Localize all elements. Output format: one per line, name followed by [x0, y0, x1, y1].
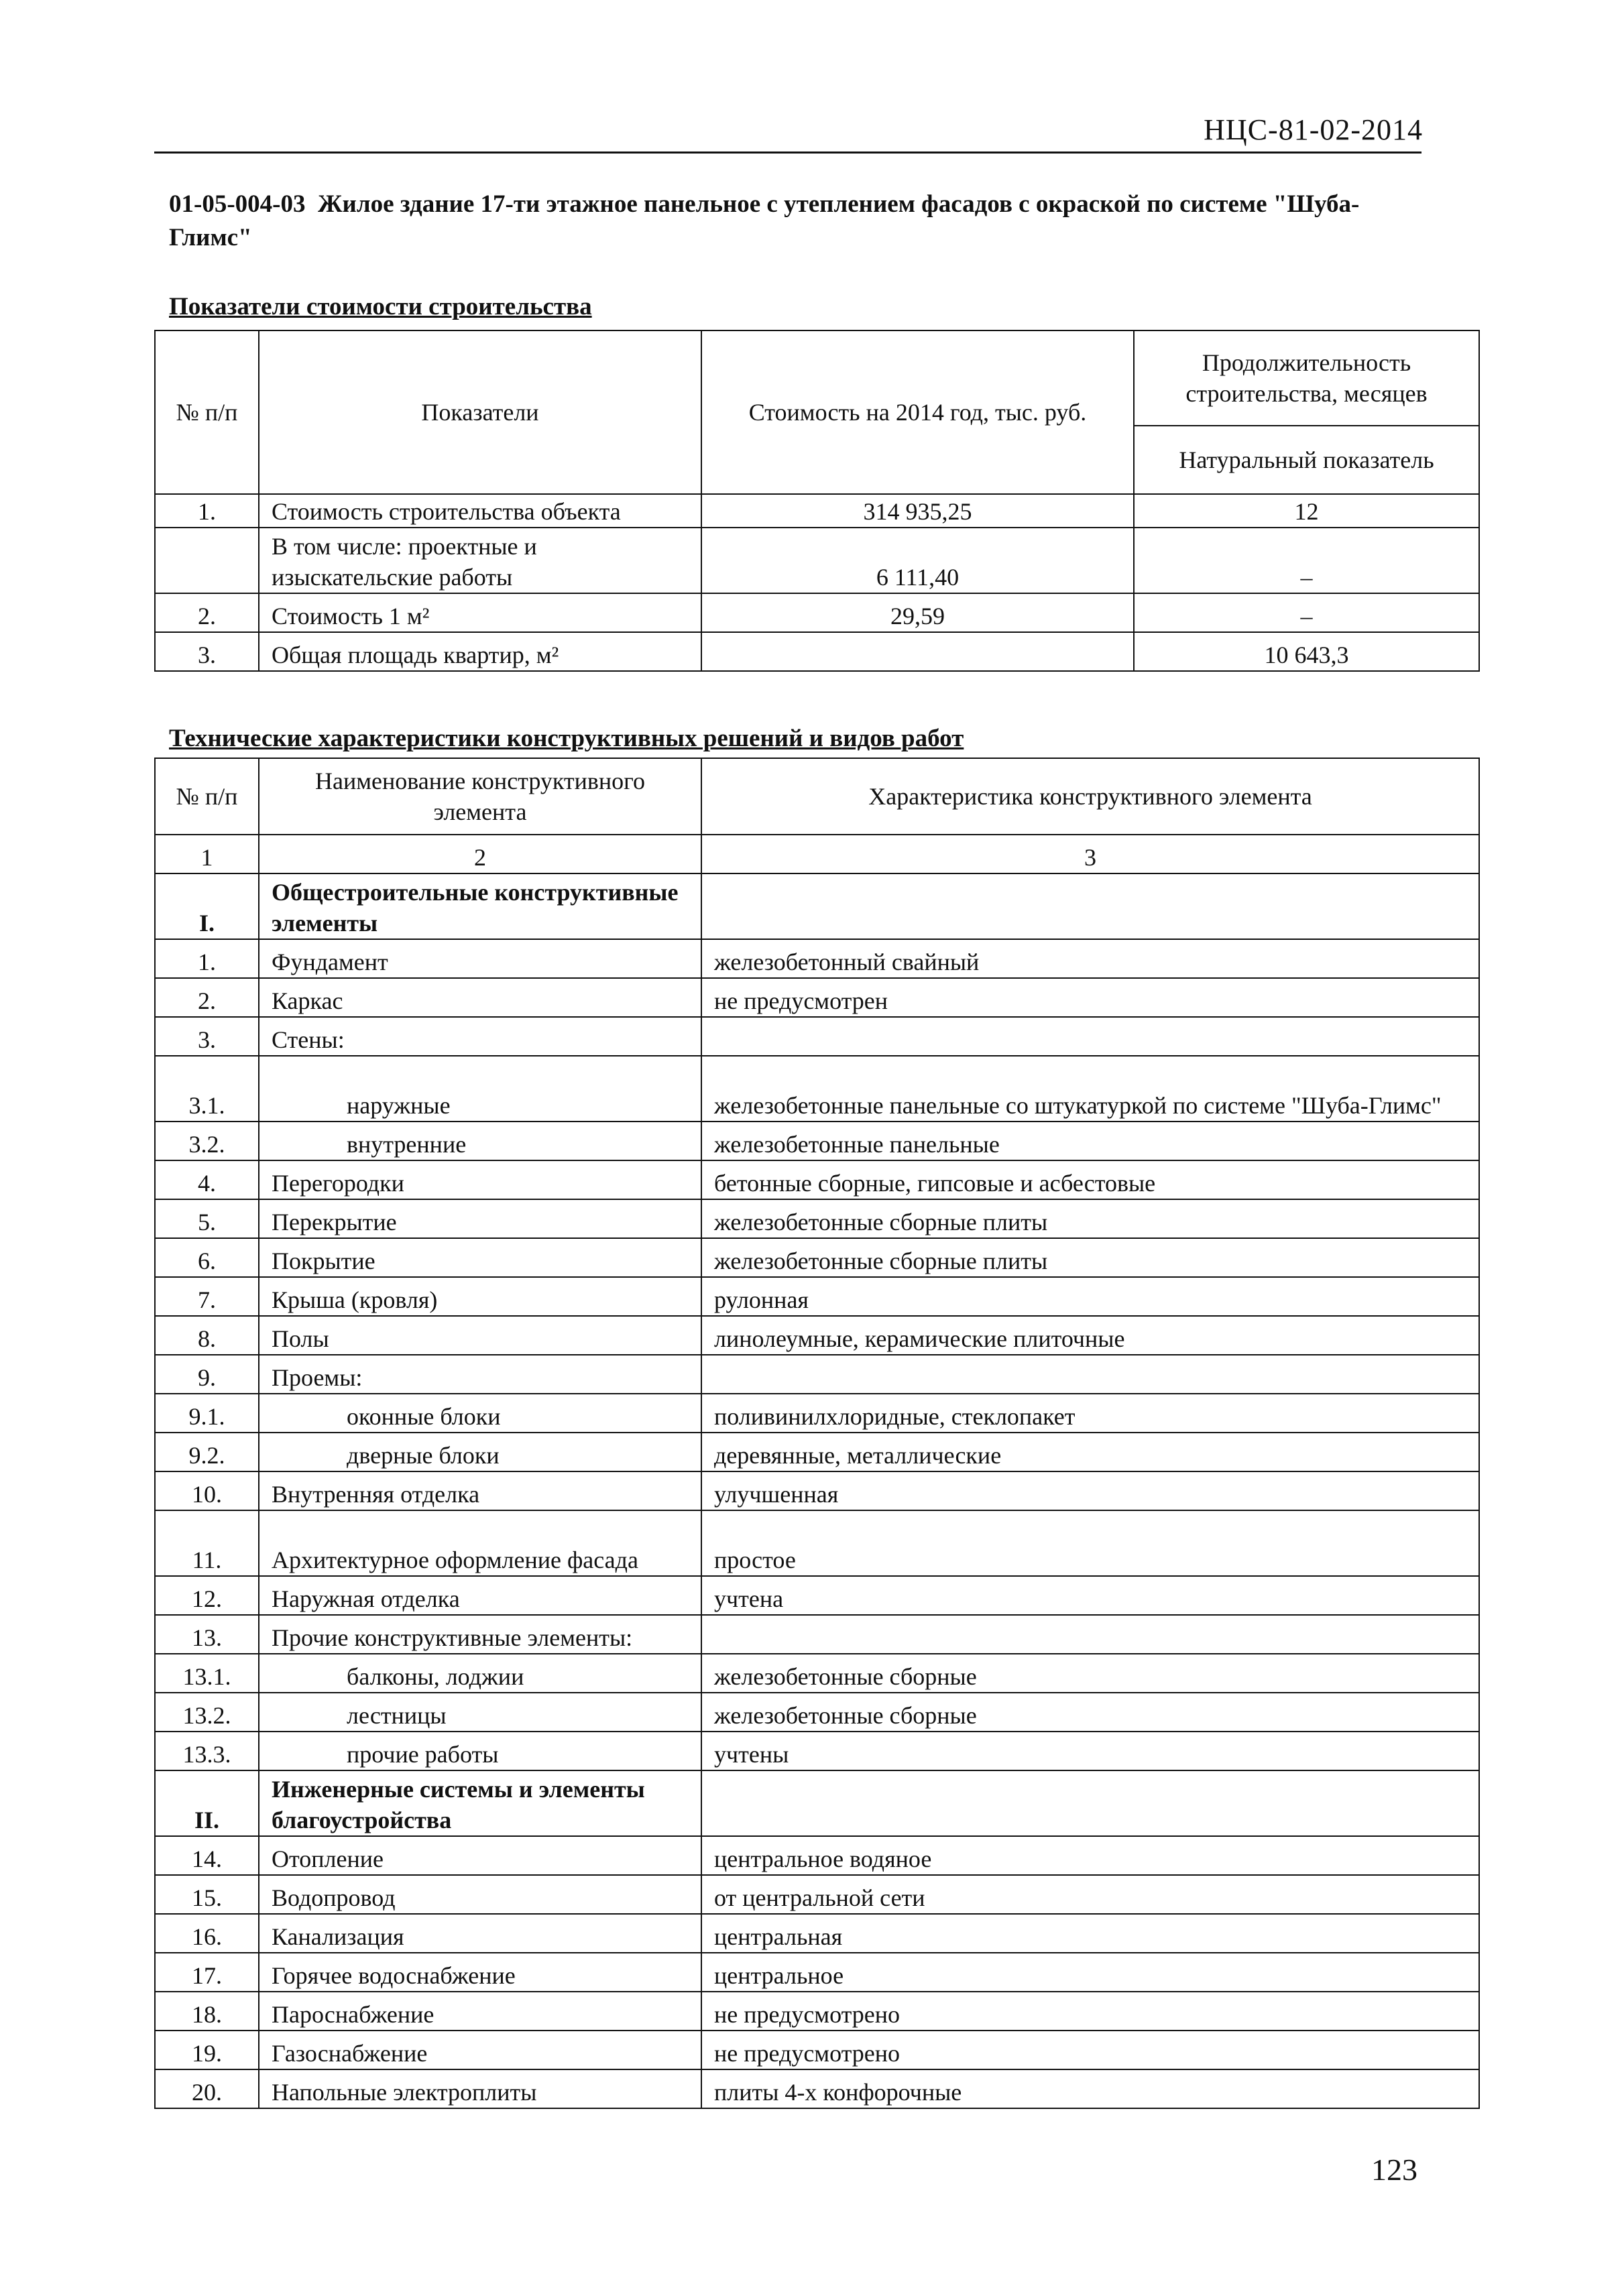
tech-row-num: 17.: [155, 1953, 259, 1992]
tech-row-characteristic: простое: [701, 1510, 1479, 1576]
tech-row: [155, 1615, 1479, 1654]
tech-row-num: 15.: [155, 1875, 259, 1914]
tech-row: [155, 978, 1479, 1017]
tech-row-characteristic: улучшенная: [701, 1471, 1479, 1510]
tech-row-num: 12.: [155, 1576, 259, 1615]
tech-row: [155, 1732, 1479, 1770]
cost-row-name: Стоимость строительства объекта: [259, 494, 701, 528]
cost-row-name: Стоимость 1 м²: [259, 593, 701, 632]
cost-header-num: № п/п: [155, 330, 259, 494]
tech-row: [155, 1355, 1479, 1394]
tech-row: [155, 2069, 1479, 2108]
tech-row-name: Перекрытие: [259, 1199, 701, 1238]
tech-row-name: Крыша (кровля): [259, 1277, 701, 1316]
tech-row-num: 11.: [155, 1510, 259, 1576]
tech-row-name: Напольные электроплиты: [259, 2069, 701, 2108]
tech-row-characteristic: центральное водяное: [701, 1836, 1479, 1875]
header-rule: [154, 152, 1422, 154]
cost-row-name: Общая площадь квартир, м²: [259, 632, 701, 671]
tech-row-name: Перегородки: [259, 1160, 701, 1199]
tech-row-characteristic: линолеумные, керамические плиточные: [701, 1316, 1479, 1355]
tech-row-num: 13.1.: [155, 1654, 259, 1693]
tech-row-characteristic: не предусмотрен: [701, 978, 1479, 1017]
tech-row-name: Газоснабжение: [259, 2031, 701, 2069]
cost-row-num: 1.: [155, 494, 259, 528]
tech-row-name: Канализация: [259, 1914, 701, 1953]
tech-row: [155, 873, 1479, 939]
tech-row-characteristic: плиты 4-х конфорочные: [701, 2069, 1479, 2108]
tech-row: [155, 1433, 1479, 1471]
tech-col-index-3: 3: [701, 835, 1479, 873]
tech-row-name: Водопровод: [259, 1875, 701, 1914]
cost-row-natural: 10 643,3: [1134, 632, 1479, 671]
tech-row-characteristic: [701, 1770, 1479, 1836]
tech-row-name: Полы: [259, 1316, 701, 1355]
cost-row-value: 29,59: [701, 593, 1134, 632]
cost-row-value: 314 935,25: [701, 494, 1134, 528]
tech-row-name: Наружная отделка: [259, 1576, 701, 1615]
tech-row-characteristic: [701, 1615, 1479, 1654]
tech-row-characteristic: не предусмотрено: [701, 2031, 1479, 2069]
tech-row-characteristic: железобетонные сборные: [701, 1654, 1479, 1693]
cost-header-indicator: Показатели: [259, 330, 701, 494]
tech-row-characteristic: рулонная: [701, 1277, 1479, 1316]
tech-header-num: № п/п: [155, 758, 259, 835]
cost-row: [155, 494, 1479, 528]
cost-row-value: 6 111,40: [701, 528, 1134, 593]
tech-row: [155, 1576, 1479, 1615]
tech-row: [155, 1914, 1479, 1953]
cost-row-value: [701, 632, 1134, 671]
tech-row: [155, 1510, 1479, 1576]
tech-row-num: 1.: [155, 939, 259, 978]
tech-row-num: 20.: [155, 2069, 259, 2108]
tech-row-name: прочие работы: [259, 1732, 701, 1770]
tech-row-characteristic: железобетонные панельные со штукатуркой по системе "Шуба-Глимс": [701, 1056, 1479, 1122]
tech-row-name: Фундамент: [259, 939, 701, 978]
cost-section-title: Показатели стоимости строительства: [169, 293, 592, 320]
tech-row: [155, 1471, 1479, 1510]
cost-row-num: 3.: [155, 632, 259, 671]
tech-table: [154, 758, 1480, 2109]
tech-row-characteristic: [701, 873, 1479, 939]
cost-row: [155, 632, 1479, 671]
tech-row-characteristic: железобетонный свайный: [701, 939, 1479, 978]
tech-row: [155, 1693, 1479, 1732]
tech-row-name: Каркас: [259, 978, 701, 1017]
tech-row: [155, 1654, 1479, 1693]
tech-row-characteristic: от центральной сети: [701, 1875, 1479, 1914]
tech-row-characteristic: железобетонные панельные: [701, 1122, 1479, 1160]
tech-row: [155, 1992, 1479, 2031]
tech-row-num: 16.: [155, 1914, 259, 1953]
tech-row-name: внутренние: [259, 1122, 701, 1160]
page-number: 123: [1371, 2153, 1417, 2187]
tech-row-characteristic: железобетонные сборные: [701, 1693, 1479, 1732]
tech-row-num: 10.: [155, 1471, 259, 1510]
tech-row-name: дверные блоки: [259, 1433, 701, 1471]
cost-row-natural: –: [1134, 528, 1479, 593]
tech-row-num: 9.1.: [155, 1394, 259, 1433]
cost-row-num: 2.: [155, 593, 259, 632]
tech-row: [155, 1199, 1479, 1238]
tech-row: [155, 1836, 1479, 1875]
tech-row-name: Прочие конструктивные элементы:: [259, 1615, 701, 1654]
tech-row: [155, 1017, 1479, 1056]
tech-row: [155, 1277, 1479, 1316]
tech-row-name: Покрытие: [259, 1238, 701, 1277]
cost-row-name: В том числе: проектные и изыскательские работы: [259, 528, 701, 593]
tech-row-num: 2.: [155, 978, 259, 1017]
tech-row-num: 4.: [155, 1160, 259, 1199]
tech-row: [155, 939, 1479, 978]
tech-col-index-1: 1: [155, 835, 259, 873]
tech-row-characteristic: [701, 1017, 1479, 1056]
tech-col-index-2: 2: [259, 835, 701, 873]
tech-row-name: лестницы: [259, 1693, 701, 1732]
tech-row-num: 3.: [155, 1017, 259, 1056]
tech-row-num: 13.3.: [155, 1732, 259, 1770]
tech-row: [155, 1875, 1479, 1914]
tech-row-name: Внутренняя отделка: [259, 1471, 701, 1510]
tech-row: [155, 1056, 1479, 1122]
tech-row-num: 7.: [155, 1277, 259, 1316]
tech-row-name: Инженерные системы и элементы благоустройства: [259, 1770, 701, 1836]
tech-row: [155, 1238, 1479, 1277]
tech-row-characteristic: поливинилхлоридные, стеклопакет: [701, 1394, 1479, 1433]
tech-row-characteristic: деревянные, металлические: [701, 1433, 1479, 1471]
cost-row-num: [155, 528, 259, 593]
cost-row: [155, 528, 1479, 593]
tech-row-characteristic: железобетонные сборные плиты: [701, 1238, 1479, 1277]
cost-header-cost: Стоимость на 2014 год, тыс. руб.: [701, 330, 1134, 494]
cost-header-natural: Натуральный показатель: [1134, 426, 1479, 494]
tech-row-num: 5.: [155, 1199, 259, 1238]
tech-row-name: наружные: [259, 1056, 701, 1122]
title-text: Жилое здание 17-ти этажное панельное с утеплением фасадов с окраской по системе "Шуба-Глимс": [169, 190, 1360, 251]
tech-row-characteristic: не предусмотрено: [701, 1992, 1479, 2031]
tech-row-name: Пароснабжение: [259, 1992, 701, 2031]
tech-row-num: 18.: [155, 1992, 259, 2031]
tech-row: [155, 1953, 1479, 1992]
tech-row-num: 13.2.: [155, 1693, 259, 1732]
document-title: [169, 188, 1403, 255]
tech-row-name: Отопление: [259, 1836, 701, 1875]
tech-row-num: 19.: [155, 2031, 259, 2069]
tech-row: [155, 1394, 1479, 1433]
tech-row-characteristic: учтена: [701, 1576, 1479, 1615]
cost-row: [155, 593, 1479, 632]
tech-row-characteristic: центральная: [701, 1914, 1479, 1953]
cost-row-natural: 12: [1134, 494, 1479, 528]
tech-header-name: Наименование конструктивного элемента: [259, 758, 701, 835]
tech-row-num: II.: [155, 1770, 259, 1836]
tech-row-characteristic: железобетонные сборные плиты: [701, 1199, 1479, 1238]
tech-row-num: 8.: [155, 1316, 259, 1355]
tech-row-name: балконы, лоджии: [259, 1654, 701, 1693]
tech-row-name: Горячее водоснабжение: [259, 1953, 701, 1992]
tech-row-characteristic: бетонные сборные, гипсовые и асбестовые: [701, 1160, 1479, 1199]
tech-row: [155, 1316, 1479, 1355]
tech-row: [155, 2031, 1479, 2069]
tech-row-name: Проемы:: [259, 1355, 701, 1394]
cost-header-duration: Продолжительность строительства, месяцев: [1134, 330, 1479, 426]
tech-row-characteristic: [701, 1355, 1479, 1394]
tech-row-num: I.: [155, 873, 259, 939]
tech-row: [155, 1122, 1479, 1160]
tech-section-title: Технические характеристики конструктивных решений и видов работ: [169, 725, 964, 752]
tech-row-num: 9.2.: [155, 1433, 259, 1471]
tech-row-num: 3.2.: [155, 1122, 259, 1160]
tech-row: [155, 1770, 1479, 1836]
tech-header-characteristic: Характеристика конструктивного элемента: [701, 758, 1479, 835]
tech-row: [155, 1160, 1479, 1199]
cost-row-natural: –: [1134, 593, 1479, 632]
tech-row-num: 9.: [155, 1355, 259, 1394]
tech-row-name: Архитектурное оформление фасада: [259, 1510, 701, 1576]
document-code: НЦС-81-02-2014: [1204, 113, 1423, 146]
tech-row-num: 14.: [155, 1836, 259, 1875]
tech-row-characteristic: учтены: [701, 1732, 1479, 1770]
tech-row-num: 13.: [155, 1615, 259, 1654]
tech-row-num: 6.: [155, 1238, 259, 1277]
tech-row-num: 3.1.: [155, 1056, 259, 1122]
tech-row-name: оконные блоки: [259, 1394, 701, 1433]
title-code: 01-05-004-03: [169, 190, 306, 218]
tech-row-name: Стены:: [259, 1017, 701, 1056]
cost-table: [154, 330, 1480, 672]
tech-row-name: Общестроительные конструктивные элементы: [259, 873, 701, 939]
tech-row-characteristic: центральное: [701, 1953, 1479, 1992]
